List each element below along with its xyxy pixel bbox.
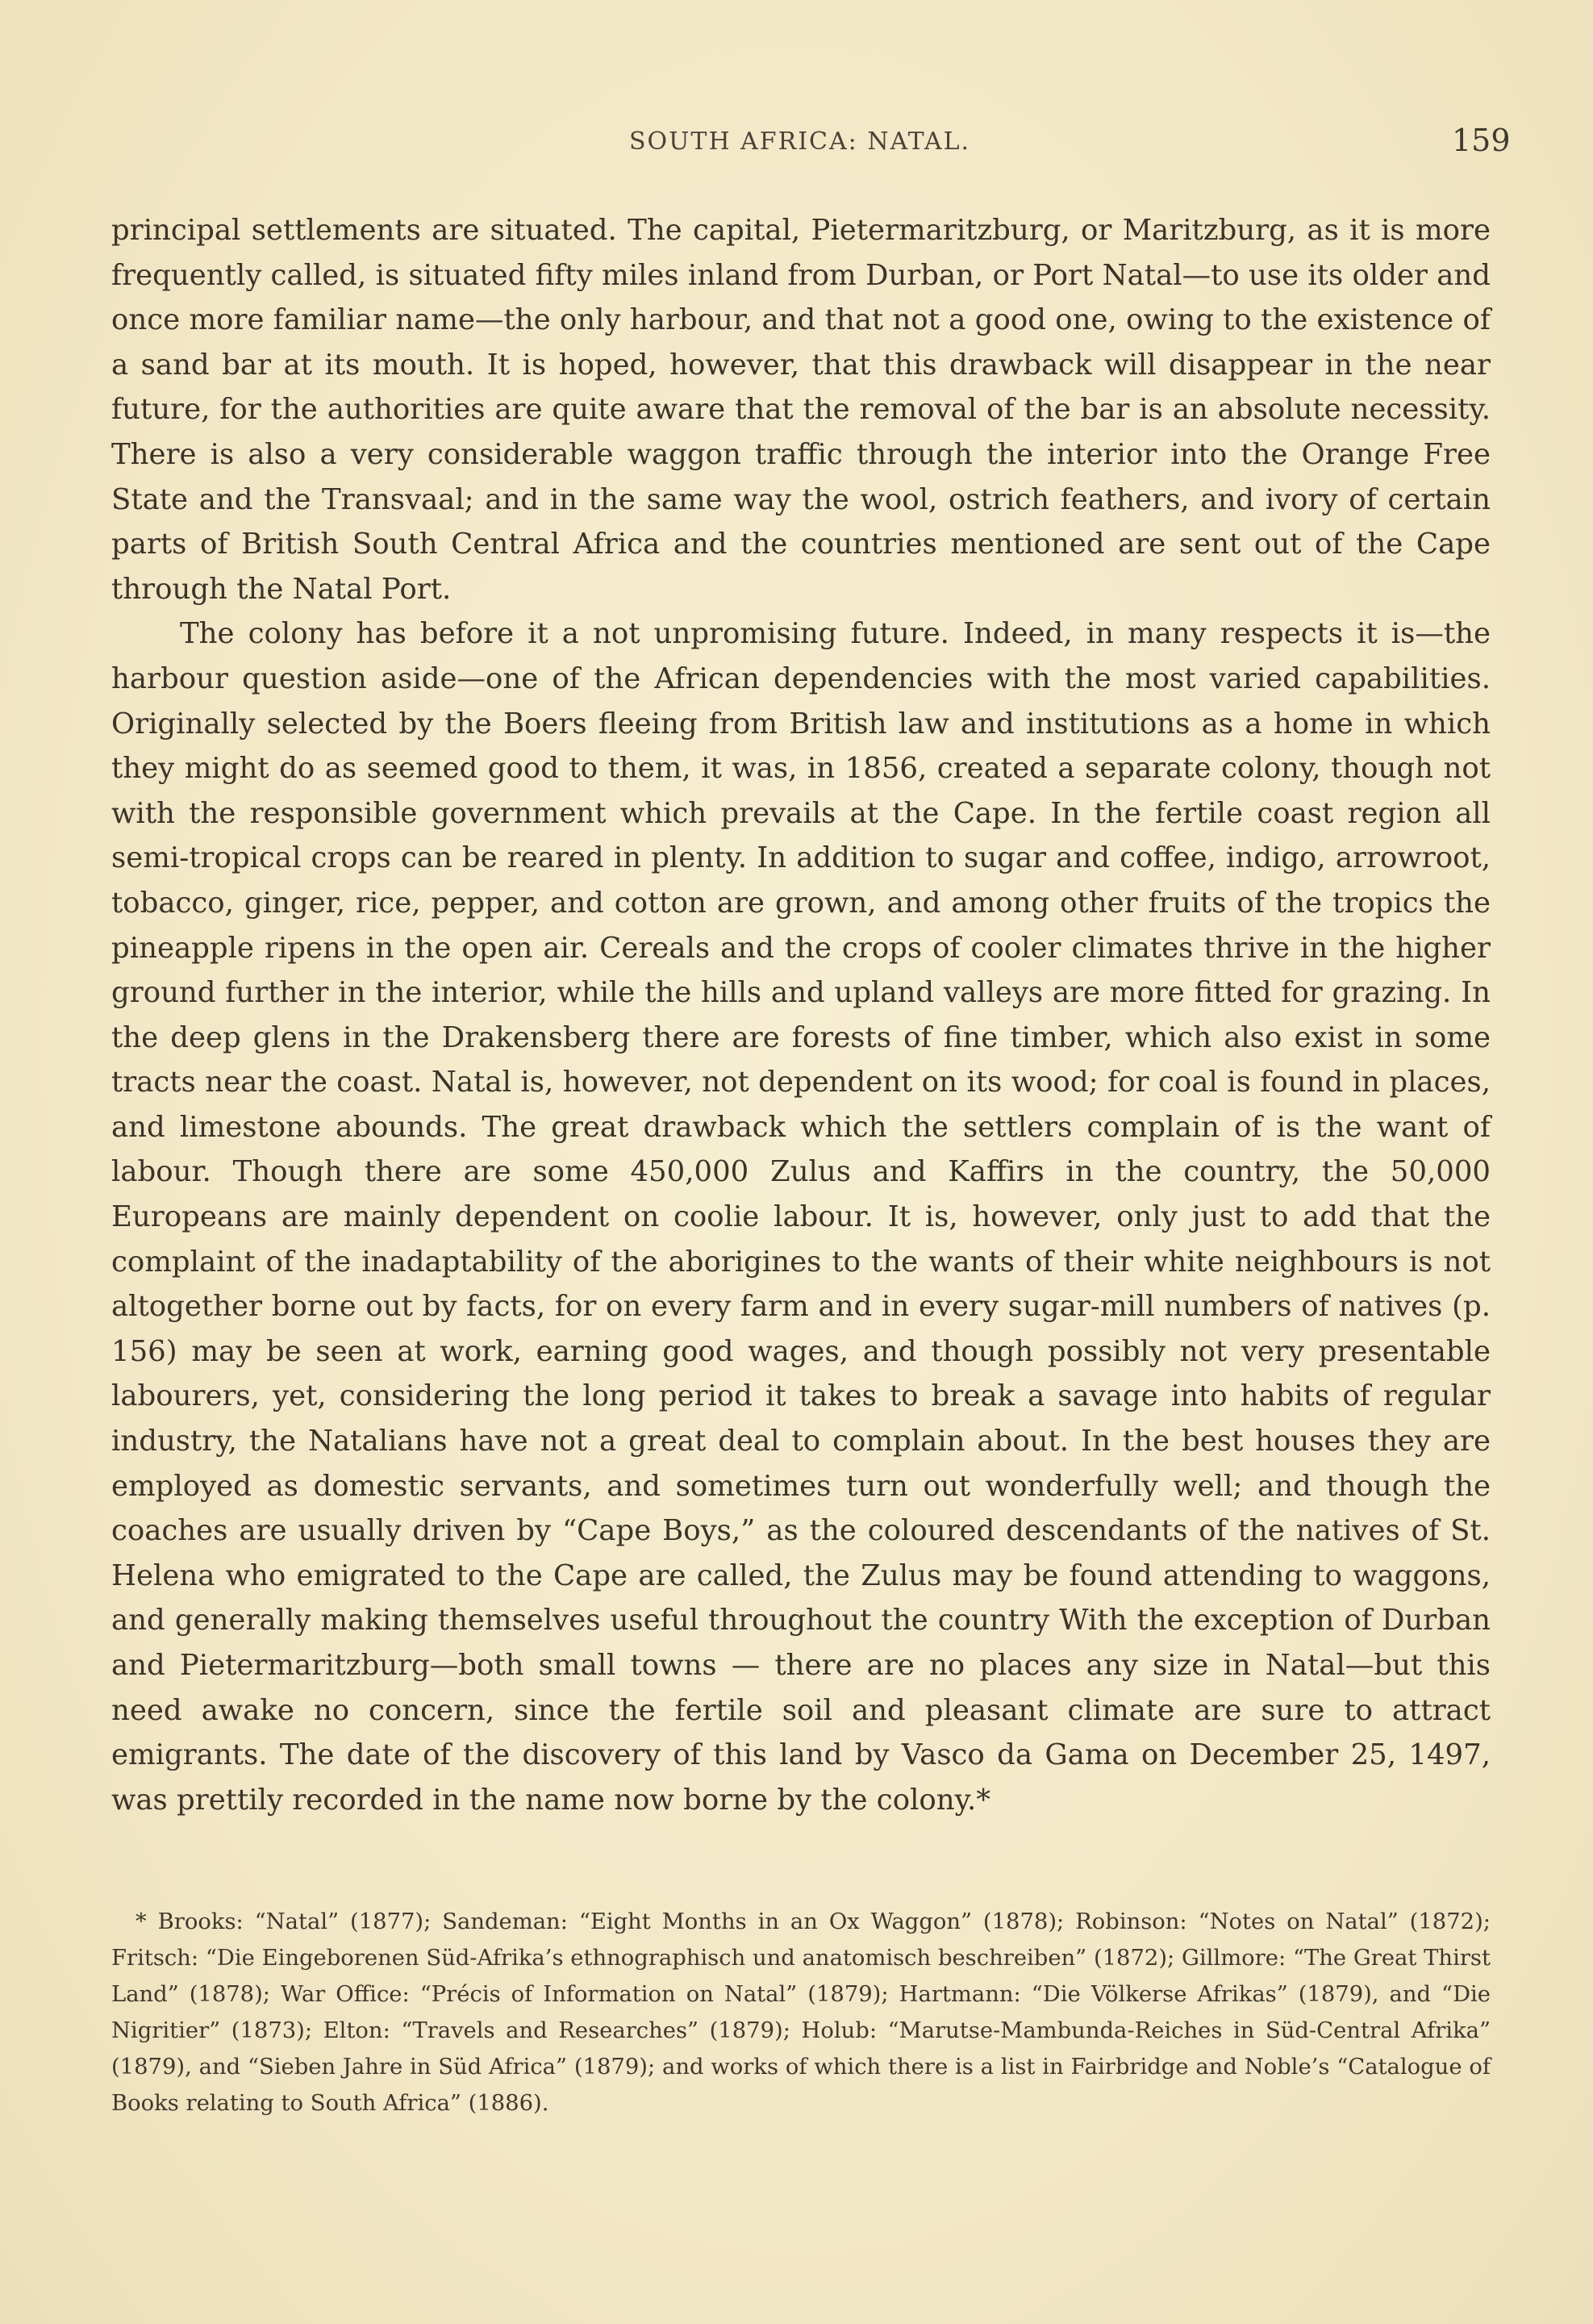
paragraph: The colony has before it a not unpromising future. Indeed, in many respects it is—the harbour question aside—one of the African dependencies with the most varied capabilities. Originally selected by the Boers fleeing from British law and institutions as a home in which they might do as seemed good to them, it was, in 1856, created a separate colony, though not with the responsible government which prevails at the Cape. In the fertile coast region all semi-tropical crops can be reared in plenty. In addition to sugar and coffee, indigo, arrowroot, tobacco, ginger, rice, pepper, and cotton are grown, and among other fruits of the tropics the pineapple ripens in the open air. Cereals and the crops of cooler climates thrive in the higher ground further in the interior, while the hills and upland valleys are more fitted for grazing. In the deep glens in the Drakensberg there are forests of fine timber, which also exist in some tracts near the coast. Natal is, however, not dependent on its wood; for coal is found in places, and limestone abounds. The great drawback which the settlers complain of is the want of labour. Though there are some 450,000 Zulus and Kaffirs in the country, the 50,000 Europeans are mainly dependent on coolie labour. It is, however, only just to add that the complaint of the inadaptability of the aborigines to the wants of their white neighbours is not altogether borne out by facts, for on every farm and in every sugar-mill numbers of natives (p. 156) may be seen at work, earning good wages, and though possibly not very presentable labourers, yet, considering the long period it takes to break a savage into habits of regular industry, the Natalians have not a great deal to complain about. In the best houses they are employed as domestic servants, and sometimes turn out wonderfully well; and though the coaches are usually driven by “Cape Boys,” as the coloured descendants of the natives of St. Helena who emigrated to the Cape are called, the Zulus may be found attending to waggons, and generally making themselves useful throughout the country With the exception of Durban and Pietermaritzburg—both small towns — there are no places any size in Natal—but this need awake no concern, since the fertile soil and pleasant climate are sure to attract emigrants. The date of the discovery of this land by Vasco da Gama on December 25, 1497, was prettily recorded in the name now borne by the colony.*: [111, 617, 1491, 1817]
footnote: [111, 1904, 1491, 2122]
page-number: 159: [1452, 123, 1511, 158]
footnote-marker: *: [136, 1909, 147, 1934]
footnote-text: Brooks: “Natal” (1877); Sandeman: “Eight Months in an Ox Waggon” (1878); Robinson: “Notes on Natal” (1872); Fritsch: “Die Eingeborenen Süd-Afrika’s ethnographisch und anatomisch beschreiben” (1872); Gillmore: “The Great Thirst Land” (1878); War Office: “Précis of Information on Natal” (1879); Hartmann: “Die Völkerse Afrikas” (1879), and “Die Nigritier” (1873); Elton: “Travels and Researches” (1879); Holub: “Marutse-Mambunda-Reiches in Süd-Central Afrika” (1879), and “Sieben Jahre in Süd Africa” (1879); and works of which there is a list in Fairbridge and Noble’s “Catalogue of Books relating to South Africa” (1886).: [111, 1909, 1491, 2116]
main-text: [111, 208, 1491, 1822]
paragraph: principal settlements are situated. The capital, Pietermaritzburg, or Maritzburg, as it is more frequently called, is situated fifty miles inland from Durban, or Port Natal—to use its older and once more familiar name—the only harbour, and that not a good one, owing to the existence of a sand bar at its mouth. It is hoped, however, that this drawback will disappear in the near future, for the authorities are quite aware that the removal of the bar is an absolute necessity. There is also a very considerable waggon traffic through the interior into the Orange Free State and the Transvaal; and in the same way the wool, ostrich feathers, and ivory of certain parts of British South Central Africa and the countries mentioned are sent out of the Cape through the Natal Port.: [111, 214, 1491, 606]
running-title: SOUTH AFRICA: NATAL.: [629, 127, 971, 156]
